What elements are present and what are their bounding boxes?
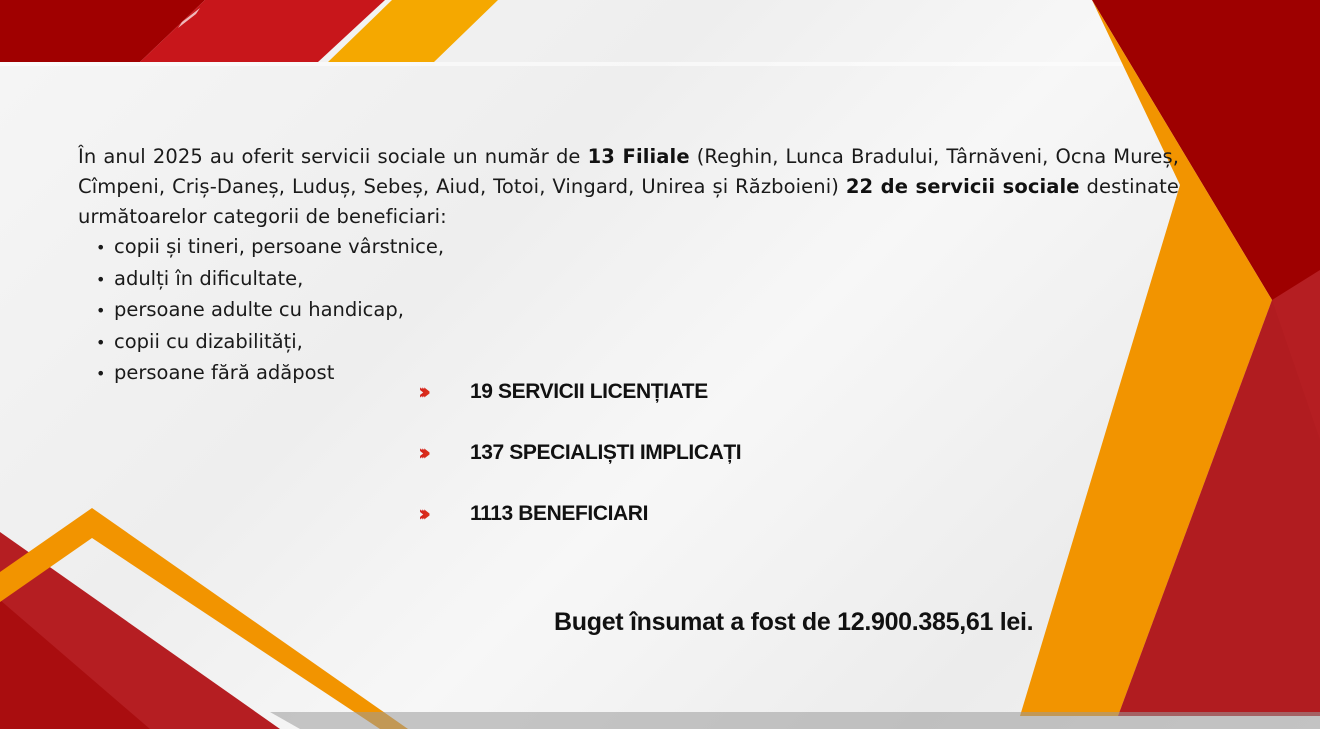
intro-text-2: (Reghin, Lunca Bradului, Târnăveni, Ocna Mureș, Cîmpeni, Criș-Daneș, Luduș, Sebeș, Aiud, Totoi, Vingard, Unirea și Războieni) [78,145,1180,198]
stat-specialists [418,438,741,468]
intro-text-1: În anul 2025 au oferit servicii sociale un număr de [78,145,588,168]
list-item [96,358,444,390]
list-item [96,232,444,264]
chevron-arrows-icon: ››› [418,441,470,466]
category-label: adulți în dificultate, [114,266,304,290]
chevron-arrows-icon: ››› [418,502,470,527]
stat-licensed-services [418,377,708,407]
stat-label: 19 SERVICII LICENȚIATE [470,380,708,403]
beneficiary-categories-list [96,232,444,390]
intro-services-count: 22 de servicii sociale [845,175,1080,198]
list-item [96,327,444,359]
category-label: persoane fără adăpost [114,361,335,384]
intro-paragraph [78,142,1179,232]
category-label: persoane adulte cu handicap, [114,298,404,321]
list-item [96,295,444,327]
bottom-grey-strip [270,712,1320,729]
stat-label: 1113 BENEFICIARI [470,502,649,525]
category-label: copii și tineri, persoane vârstnice, [114,235,445,258]
stat-label: 137 SPECIALIȘTI IMPLICAȚI [470,441,742,464]
intro-filiale-count: 13 Filiale [587,145,690,168]
stat-beneficiaries [418,499,648,529]
budget-total: Buget însumat a fost de 12.900.385,61 lei. [554,608,1034,636]
intro-text-3: destinate următoarelor categorii de beneficiari: [78,175,1179,228]
category-label: copii cu dizabilități, [114,329,303,353]
list-item [96,264,444,296]
chevron-arrows-icon: ››› [418,380,470,405]
